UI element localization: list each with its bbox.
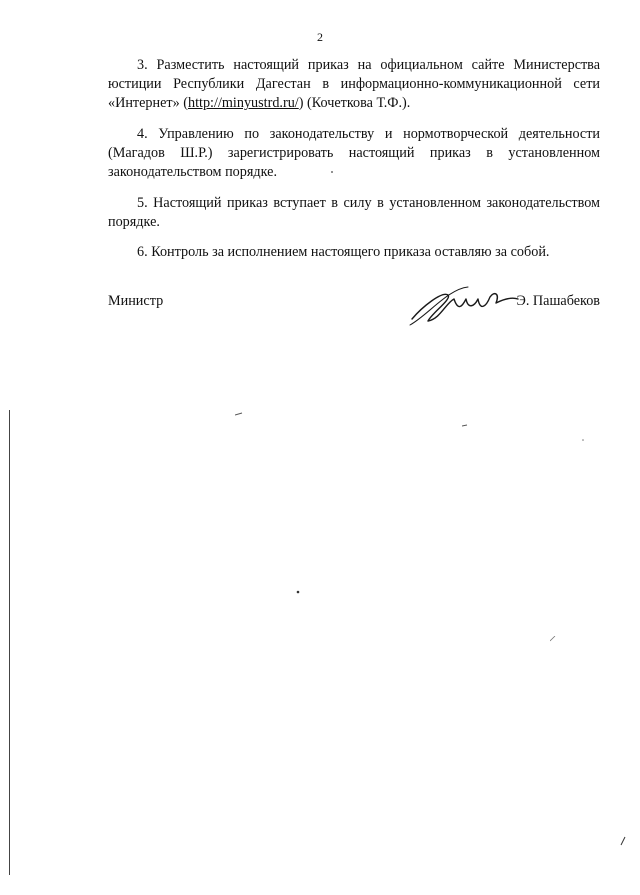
- scan-speck: [235, 412, 243, 416]
- handwritten-signature: [408, 281, 528, 331]
- scan-speck: [462, 424, 468, 428]
- scan-speck: [296, 590, 300, 594]
- paragraph-3-text-start: 3. Разместить настоящий приказ на официальном сайте Министерства юстиции Республики Дагестан в информационно-коммуникационной сети «Интернет» (: [108, 57, 600, 111]
- scan-speck: [581, 438, 585, 442]
- signatory-title: Министр: [108, 293, 164, 309]
- paragraph-4: 4. Управлению по законодательству и нормотворческой деятельности (Магадов Ш.Р.) зарегистрировать настоящий приказ в установленном законодательством порядке.: [108, 126, 600, 180]
- scan-edge-line: [9, 410, 10, 875]
- scan-speck: [550, 636, 556, 642]
- scan-speck: [620, 836, 626, 846]
- signatory-name: Э. Пашабеков: [516, 293, 600, 309]
- paragraph-6: 6. Контроль за исполнением настоящего приказа оставляю за собой.: [137, 244, 550, 260]
- signature-block: [108, 293, 600, 343]
- page-number: 2: [317, 30, 323, 44]
- website-link[interactable]: http://minyustrd.ru/: [187, 95, 299, 111]
- paragraph-3-text-end: ) (Кочеткова Т.Ф.).: [298, 95, 411, 111]
- paragraph-3: [108, 56, 600, 113]
- scan-speck: [330, 170, 334, 174]
- paragraph-5: 5. Настоящий приказ вступает в силу в установленном законодательством порядке.: [108, 195, 600, 230]
